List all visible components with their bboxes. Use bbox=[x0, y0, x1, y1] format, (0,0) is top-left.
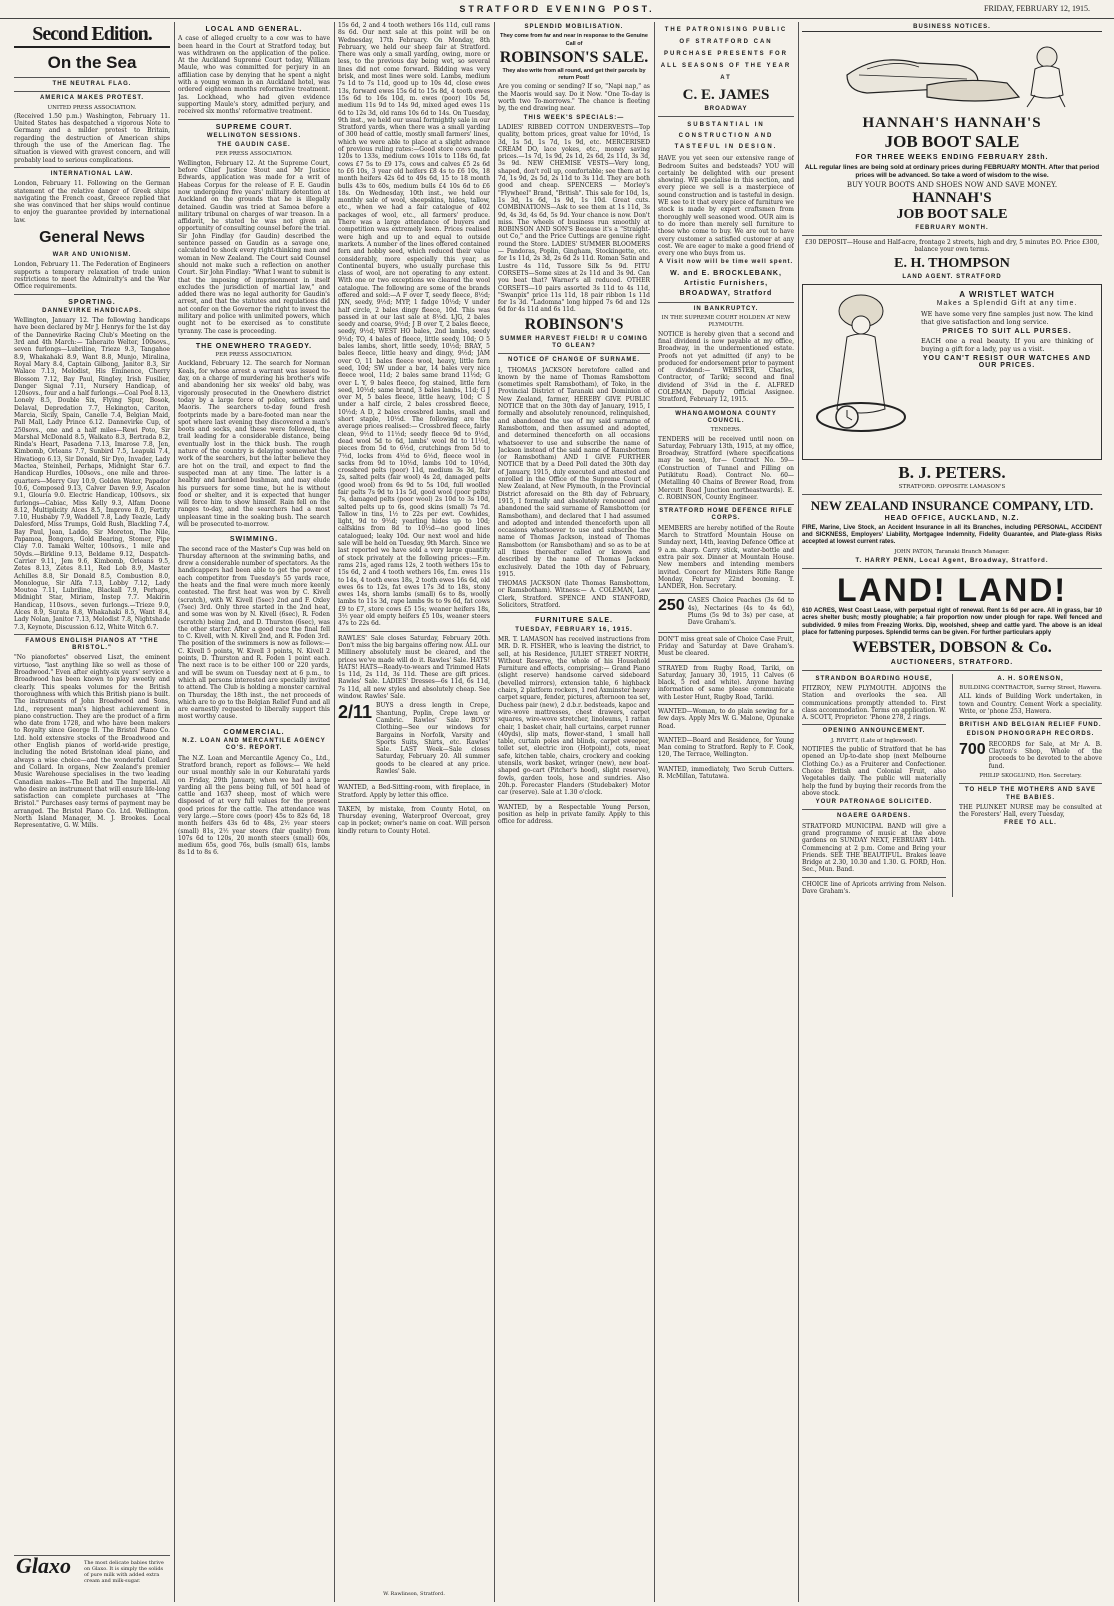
article-text: Auckland, February 12. The search for Norman Keals, for whose arrest a warrant was issued to-day, on a charge of murdering his brother's wife and abandoning her six weeks' old baby, was vigorously prosecuted in the Onewhero district today by a large force of police, settlers and Maoris. The searchers to-day found fresh footprints made by a bare-footed man near the spot where last evening they discovered a man's boots and socks, and these were followed, the trail leading for a considerable distance, being eventually lost in the thick bush. The rough nature of the country is delaying somewhat the work of the searchers, but the latter believe they are hot on the trail, and expect to find the suspected man at any time. The latter is a healthy and hardened bushman, and may elude his pursuers for some time, but he is without food or shelter, and it is expected that hunger will force him to show himself. Rain fell on the ranges to-day, and the searchers had a most unpleasant time in the soaking bush. The search will be prosecuted to-morrow. bbox=[178, 360, 330, 528]
byline: PER PRESS ASSOCIATION. bbox=[215, 352, 293, 359]
notice-heading: NOTICE OF CHANGE OF SURNAME. bbox=[507, 357, 640, 364]
dannevirke-heading: DANNEVIRKE HANDICAPS. bbox=[42, 307, 142, 314]
local-general-heading: LOCAL AND GENERAL. bbox=[205, 26, 303, 33]
america-protest-heading: AMERICA MAKES PROTEST. bbox=[39, 95, 145, 102]
hannah-title-2: HANNAH'S bbox=[912, 189, 992, 206]
february-month: FEBRUARY MONTH. bbox=[915, 224, 989, 231]
free-to-all: FREE TO ALL. bbox=[1004, 820, 1057, 827]
column-divider bbox=[334, 22, 335, 1602]
article-text: London, February 11. The Federation of Engineers supports a temporary relaxation of trade union restrictions to meet the Admiralty's and the War Office requirements. bbox=[14, 261, 170, 291]
printer-footer: W. Rawlinson, Stratford. bbox=[383, 1590, 445, 1597]
supreme-court-heading: SUPREME COURT. bbox=[215, 123, 293, 131]
prices-suit-heading: PRICES TO SUIT ALL PURSES. bbox=[942, 327, 1072, 335]
price-tag: 2/11 bbox=[338, 702, 373, 723]
byline: PER PRESS ASSOCIATION. bbox=[215, 151, 293, 158]
classified-ad: STRAYED from Rugby Road, Tariki, on Saturday, January 30, 1915, 11 Calves (6 black, 5 red and white). Anyone having information of same please communicate with Lester Hunt, Rugby Road, Tariki. bbox=[658, 664, 794, 701]
job-boot-sale-title-2: JOB BOOT SALE bbox=[896, 206, 1008, 222]
harvest-slogan: SUMMER HARVEST FIELD! R U COMING TO GLEAN? bbox=[499, 335, 649, 349]
patronage-slogan: YOUR PATRONAGE SOLICITED. bbox=[815, 799, 933, 806]
bankruptcy-heading: IN BANKRUPTCY. bbox=[693, 305, 759, 312]
right-ads bbox=[959, 674, 1102, 898]
commercial-heading: COMMERCIAL. bbox=[223, 728, 285, 736]
article-text: A case of alleged cruelty to a cow was to have been heard in the Court at Stratford today, but was withdrawn on the application of the police. At the Auckland Supreme Court today, William Maule, who was committed for perjury in an affiliation case by denying that he spent a night with a young woman in an Auckland hotel, was ordered eighteen months reformative treatment. Jas. Lockhead, who had given evidence supporting Maule's story, admitted perjury, and received six months' reformative treatment. bbox=[178, 35, 330, 116]
classified-ad: WANTED, by a Respectable Young Person, position as help in private family. Apply to this office for address. bbox=[498, 803, 650, 826]
column-5 bbox=[658, 22, 794, 1602]
column-2 bbox=[178, 22, 330, 1602]
edison-heading: EDISON PHONOGRAPH RECORDS. bbox=[966, 731, 1095, 738]
notice-text: I, THOMAS JACKSON heretofore called and known by the name of Thomas Ramsbottom (sometimes spelt Ramsbotham), of Toko, in the Provincial District of Taranaki and Dominion of New Zealand, farmer, HEREBY GIVE PUBLIC NOTICE that on the 30th day of January, 1915, I formally and absolutely renounced, relinquished, and abandoned the use of my said surname of Ramsbottom, and then assumed and adopted, and determined thenceforth on all occasions whatsoever to use and subscribe the name of Jackson instead of the said name of Ramsbottom (or Ramsbotham) AND I GIVE FURTHER NOTICE that by a Deed Poll dated the 30th day of January, 1915, duly executed and attested and enrolled in the Office of the Supreme Court of New Zealand, at New Plymouth, in the Provincial District aforesaid on the 8th day of February, 1915, I formally and absolutely renounced and abandoned the said surname of Ramsbottom (or Ramsbotham), and declared that I had assumed and adopted and intended thenceforth upon all occasions whatsoever to use and subscribe the name of Thomas Jackson, instead of Thomas Ramsbottom (or Ramsbotham) and so as to be at all times thereafter called or known and described by the name of Thomas Jackson exclusively. Dated the 10th day of February, 1915. bbox=[498, 366, 650, 578]
ad-text: RECORDS for Sale, at Mr A. B. Clayton's Shop, Whole of the proceeds to be devoted to the above fund. bbox=[988, 740, 1102, 770]
peaches-count: 250 bbox=[658, 597, 685, 615]
rivett-name: J. RIVETT, (Late of Inglewood). bbox=[830, 737, 918, 744]
general-news-headline: General News bbox=[39, 229, 145, 247]
column-3 bbox=[338, 22, 490, 1602]
rawles-dress-ad bbox=[338, 702, 490, 777]
opening-heading: OPENING ANNOUNCEMENT. bbox=[822, 728, 926, 735]
auctioneers-subtitle: AUCTIONEERS, STRATFORD. bbox=[890, 659, 1014, 667]
ad-text: WE have some very fine samples just now. The kind that give satisfaction and long service. bbox=[921, 309, 1093, 326]
robinson-sale-title: ROBINSON'S SALE. bbox=[499, 48, 649, 66]
substantial-heading: SUBSTANTIAL IN CONSTRUCTION AND TASTEFUL IN DESIGN. bbox=[674, 122, 778, 151]
article-text: The N.Z. Loan and Mercantile Agency Co., Ltd., Stratford branch, report as follows:— We held our usual monthly sale in our Kohuratahi yards on Friday, 29th January, when we had a large yarding all the pens being full, of 501 head of cattle and 1637 sheep, most of which were disposed of at very full values for the present good prices for the cattle. The attendance was very large.—Store cows (poor) 45s to 82s 6d, 18 month heifers 43s 6d to 48s, 2½ year steers (small) 81s, 2½ year steers (fair quality) from 107s 6d to 120s, 20 month steers (small) 60s, medium 65s, good 76s, bulls (small) 61s, lambs 8s 1d to 8s 6. bbox=[178, 754, 330, 857]
plunket-text: THE PLUNKET NURSE may be consulted at the Foresters' Hall, every Tuesday, bbox=[958, 803, 1102, 819]
column-divider bbox=[798, 22, 799, 1602]
job-boot-sale-title: JOB BOOT SALE bbox=[884, 132, 1020, 152]
furniture-sale-heading: FURNITURE SALE. bbox=[535, 617, 613, 625]
column-6 bbox=[802, 22, 1102, 1602]
ad-text: EACH one a real beauty. If you are thinking of buying a gift for a lady, pay us a visit. bbox=[921, 336, 1093, 353]
boot-illustration bbox=[807, 35, 1097, 111]
notice-text: NOTICE is hereby given that a second and final dividend is now payable at my office, Broadway, in the undermentioned estate. Proofs not yet admitted (if any) to be produced for endorsement prior to payment of dividend:— WEBSTER, Charles, Contractor, of Tariki; second and final dividend of 3¼d in the £. ALFRED COLEMAN, Deputy Official Assignee. Stratford, February 12, 1915. bbox=[658, 330, 794, 404]
sorenson-subtitle: BUILDING CONTRACTOR, Surrey Street, Hawera. bbox=[959, 684, 1102, 691]
wristlet-subheading: Makes a Splendid Gift at any time. bbox=[936, 300, 1078, 308]
pianos-heading: FAMOUS ENGLISH PIANOS AT "THE BRISTOL." bbox=[25, 637, 159, 652]
article-text: The second race of the Master's Cup was held on Thursday afternoon at the swimming baths, and drew a considerable number of spectators. As the handicappers had been able to get the power of each competitor from Tuesday's 55 yards race, the heats and the final were much more keenly contested. The first heat was won by C. Kivell (scratch), with W. Kivell (5sec) 2nd and F. Oxley (7sec) 3rd. Only three started in the 2nd heat, and some was won by N. Kivell (6sec), R. Foden (scratch) being 2nd, and D. Thurston (6sec), was the other starter. After a good race the final fell to C. Kivell, with N. Kivell 2nd, and R. Foden 3rd. The position of the swimmers is now as follows:—C. Kivell 5 points, W. Kivell 3 points, N. Kivell 2 points, D. Thurston and R. Foden 1 point each. The next race is to be either 100 or 220 yards, and will be swum on Tuesday next at 6 p.m., to which all persons interested are specially invited to attend. The Club is holding a monster carnival on Thursday, the 18th inst., the net proceeds of which are to go to the Belgian Relief Fund and all are earnestly requested to liberally support this most worthy cause. bbox=[178, 545, 330, 721]
article-text: London, February 11. Following on the German statement of the relative danger of Greek ships navigating the French coast, Greece replied that she was convinced that her ships would continue to enjoy the guarantee provided by international law. bbox=[14, 180, 170, 224]
visit-slogan: A Visit now will be time well spent. bbox=[658, 259, 794, 266]
ad-text: HAVE you yet seen our extensive range of Bedroom Suites and bedsteads? YOU will certainly be delighted with our present showing. WE specialise in this section, and every piece we sell is a masterpiece of sound construction and is tasteful in design. WE see to it that every piece of furniture we stock is made by expert craftsmen from thoroughly well seasoned wood. OUR aim is to do more than merely sell furniture to those who come to buy. We are out to have every customer a satisfied customer at any cost. We are eager to make a good friend of every one who buys from us. bbox=[658, 155, 794, 258]
nz-loan-heading: N.Z. LOAN AND MERCANTILE AGENCY CO'S. REPORT. bbox=[182, 738, 326, 752]
column-1 bbox=[14, 22, 170, 1602]
furniture-sale-text: MR. T. LAMASON has received instructions from MR. D. R. FISHER, who is leaving the district, to sell, at his Residence, JULIET STREET NORTH, Without Reserve, the whole of his Household Furniture and effects, comprising:— Grand Piano (slight reserve) handsome carved sideboard (bevelled mirrors), extension table, 6 highback chairs, 2 platform rockers, 1 red Axminster heavy carpet square, fender, pictures, afternoon tea set, Duchess pair (new), 2 d.b.r. bedsteads, kapoc and wire-wove mattresses, chest drawers, carpet squares, wire-wove stretcher, linoleums, 1 rattan chair, 1 basket chair, hall curtains, carpet runner (40yds), slip mats, flower-stand, 1 small hall table, curtain poles and blinds, carpet sweeper, toilet set, electric iron (Hotpoint), cots, meat safe, kitchen table, chairs, crockery and cooking utensils, work basket, wringer (new), new boat-shaped go-cart (Pitcher's hood), slight reserve), fowls, garden tools, hose and sundries. Also 20h.p. Forecaster Flanders (Studebaker) Motor car (reserve). Sale at 1.30 o'clock. bbox=[498, 635, 650, 797]
lady-watch-illustration bbox=[807, 289, 915, 449]
head-office: HEAD OFFICE, AUCKLAND, N.Z. bbox=[884, 515, 1020, 523]
classified-ad: TAKEN, by mistake, from County Hotel, on Thursday evening, Waterproof Overcoat, grey cap in pocket; owner's name on coat. Will person kindly return to County Hotel. bbox=[338, 805, 490, 835]
column-divider bbox=[174, 22, 175, 1602]
column-divider bbox=[494, 22, 495, 1602]
onewhero-heading: THE ONEWHERO TRAGEDY. bbox=[195, 342, 313, 350]
ad-text: BUYS a dress length in Crepe, Shantung, Poplin, Crepe lawn or Cambric. Rawles' Sale. BOYS' Clothing—See our windows for Bargains in Norfolk, Varsity and Sports Suits, Shirts, etc. Rawles' Sale. LAST Week—Sale closes Saturday, February 20. All summer goods to be cleared at any price. Rawles' Sale. bbox=[376, 702, 490, 775]
specials-heading: THIS WEEK'S SPECIALS:— bbox=[523, 114, 625, 121]
left-ads bbox=[802, 674, 946, 898]
ngaere-heading: NGAERE GARDENS. bbox=[836, 813, 911, 820]
swimming-heading: SWIMMING. bbox=[229, 536, 279, 544]
ad-text: ALL regular lines are being sold at ordinary prices during FEBRUARY MONTH. After that period prices will be advanced. So take a word of wisdom to the wise. bbox=[804, 163, 1100, 179]
ad-text: ALL kinds of Building Work undertaken, in town and Country. Cement Work a speciality. Write, or 'phone 253, Hawera. bbox=[958, 693, 1102, 715]
mobilisation-heading: SPLENDID MOBILISATION. bbox=[524, 24, 624, 30]
second-edition-title: Second Edition. bbox=[14, 22, 170, 48]
column-divider bbox=[654, 22, 655, 1602]
classified-ad: WANTED, a Bed-Sitting-room, with fireplace, in Stratford. Apply by letter this office. bbox=[338, 784, 490, 799]
mobilisation-subheading: They come from far and near in response to the Genuine Call of bbox=[500, 33, 648, 47]
international-law-heading: INTERNATIONAL LAW. bbox=[50, 170, 134, 177]
wristlet-watch-ad bbox=[802, 284, 1102, 460]
sporting-heading: SPORTING. bbox=[68, 298, 116, 306]
classified-ad: WANTED, immediately, Two Scrub Cutters. R. McMillan, Tatutawa. bbox=[658, 765, 794, 781]
article-text: 15s 6d, 2 and 4 tooth wethers 16s 11d, cull rams 8s 6d. Our next sale at this point will be on Wednesday, 17th February. On Monday, 8th February, we held our sheep fair at Stratford. There was only a small yarding, owing, more or less, to the previous day being wet, so several lines did not come forward. Bidding was very brisk, and most lines were sold. Lambs, medium 7s 1d to 7s 11d, good up to 10s 4d, close ewes 13s, forward ewes 15s 6d to 15s 8d, 4 tooth ewes 15s 6d to 16s 10d, m. ewes (poor) 10s 5d, medium 11s 9d to 14s 9d, mixed aged ewes 11s 6d to 12s 3d, old rams 10s 6d to 14s. On Tuesday, 9th inst., we held our usual fortnightly sale in our Stratford yards, when there was a small yarding of 300 head of cattle, mostly small farmers' lines, which we were able to place at a slight advance of previous ruling rates:—Good store cows made 120s to 133s, medium cows 101s to 118s 6d, fat cows £7 5s to £9 17s, cows and calves £5 2s 6d to £6 10s, 3 year old heifers £8 4s to £6 10s, 18 month heifers 42s 6d to 49s 6d, 15 to 18 month bulls 43s to 60s, medium bulls £4 10s 6d to £6 18s. On Wednesday, 10th inst., we held our monthly sale of wool, sheepskins, hides, tallow, etc., when we had a fair catalogue of 402 packages of wool, etc., all farmers' produce. There was a large attendance of buyers and competition was extremely keen. Prices realised were high and up to and equal to outside markets. A number of the lines offered contained fern and hobby seed, which reduced their value considerably, more especially this year, as Continental buyers, who usually purchase this class of wool, are not operating to any extent. With one or two exceptions we cleared the wool catalogue. The following are some of the brands offered and sold:—A F over T, seedy fleece, 8½d; JXN, seedy, 9½d; MYP, 1 fadge 10½d; V under half circle, 2 bales dingy fleece, 10d. This was passed in at our last sale at 8½d. LJG, 2 bales seedy and coarse, 9½d; J B over T, 2 bales fleece, seedy, 9½d; WEST HO bales, 2nd lambs, seedy 9½d; TO, 4 bales of fleece, little seedy, 10d; O 5 bales lambs, short, little seedy, 10½d; BRAY, 5 bales fleece, little heavy and dingy, 9½d; JAM over O, 11 bales fleece wool, heavy, little fern seed, 10d; SW under a bar, 14 bales very nice fleece wool, 11d; 2 bales same brand 11½d; G over L Y, 9 bales fleece, fog stained, little fern seed, 10½d; same brand, 3 bales lambs, 11d; G J over M, 5 bales fleece, little heavy, 10d; C S under a half circle, 2 bales crossbred fleece, 10½d; A D, 2 bales crossbred lambs, small and short staple, 10½d. The following are the average prices realised:— Crossbred fleece, fairly clean, 9½d to 11½d; seedy fleece 9d to 9½d, dead wool 5d to 6d, lambs' wool 8d to 11½d, pieces from 5d to 6½d, crutchings from 5d to 7½d, locks from 4½d to 6½d, fleece wool in sacks from 9d to 10½d, lambs 10d to 10½d, crossbred pelts (poor) 11d, medium 3s 3d, fair 2s, salted pelts (fair wool) 4s 2d, damaged pelts (good wool) from 6s 9d to 5s 10d, full woolled fair pelts 7s 9d to 11s 5d, good wool (poor pelts) 7s, damaged pelts (poor wool) 2s 10d to 3s 10d, salted pelts up to 6s, good skins (small) 7s 7d. Tallow in tins, 1½ to 22s per ewt. Cowhides, light, 9d to 9½d; yearling hides up to 10d; calfskins from 8d to 10½d—no good lines catalogued; leaky 10d. Our next wool and hide sale will be held on Tuesday, 9th March. Since we last reported we have sold a very large quantity of stock privately at the following prices:—F.m. rams 21s, aged rams 12s, 2 tooth wethers 15s to 15s 6d, 2 and 4 tooth wethers 16s, f.m. ewes 11s to 14s, 4 tooth ewes 18s, 2 tooth ewes 16s 6d, old ewes 6s to 12s, fat ewes 17s 3d to 18s, stony ewes 14s, shorn lambs (small) 6s to 8s, woolly lambs to 11s 3d, rape lambs 9s to 9s 6d, fat cows £9 to £7, store cows £5 15s; weaner heifers 18s, 3½ year old empty heifers £5 10s, weaner steers 47s to 22s 6d. bbox=[338, 22, 490, 628]
thompson-title: LAND AGENT. STRATFORD bbox=[902, 273, 1002, 280]
article-text: (Received 1.50 p.m.) Washington, February 11. United States has despatched a vigorous Note to Germany and a milder protest to Britain, regarding the destruction of American ships through the use of the American flag. The situation is viewed with gravest concern, and will probably lead to serious complications. bbox=[14, 112, 170, 164]
article-text: "No pianofortes" observed Liszt, the eminent virtuoso, "last anything like so well as those of Broadwood." Even after eighty-six years' service a Broadwood has been known to play sweetly and clearly. This speaks volumes for the British thoroughness with which this British piano is built. The instruments of John Broadwood and Sons, Ltd., represent man's highest achievement in piano construction. They are the product of a firm who date from 1728, and who have been makers to Royalty since George II. The Bristol Piano Co. Ltd. hold extensive stocks of the Broadwood and other English pianos of world-wide prestige, including the noted Bristolnan ideal piano, and always a wise choice—and the wonderful Collard and Collard. In organs, New Zealand's premier Music Warehouse specialises in the two leading Canadian makes—The Bell and The Imperial. All who desire an instrument that will ensure life-long satisfaction can complete purchases at "The Bristol." Purchases easy terms of payment may be arranged. The Bristol Piano Co. Ltd. Wellington. North Island Manager, M. J. Brookes. Local Representative, G. W. Mills. bbox=[14, 654, 170, 830]
penn-signature: T. HARRY PENN, Local Agent, Broadway, Stratford. bbox=[855, 557, 1049, 564]
buy-boots-slogan: BUY YOUR BOOTS AND SHOES NOW AND SAVE MONEY. bbox=[846, 180, 1058, 189]
ad-text: FITZROY, NEW PLYMOUTH. ADJOINS the Station and overlooks the sea. All communications promptly attended to. First class accommodation. Terms on application. W. A. SCOTT, Proprietor. 'Phone 278, 2 rings. bbox=[802, 684, 946, 722]
ad-text: NOTIFIES the public of Stratford that he has opened an Up-to-date shop (next Melbourne Clothing Co.) as a Fruiterer and Confectioner. Choice British and Colonial Fruit, also Vegetables daily. The public will materially help the fund by buying their records from the above stock. bbox=[802, 746, 946, 797]
insurance-text: FIRE, Marine, Live Stock, an Accident Insurance in all its Branches, including PERSONAL, ACCIDENT and SICKNESS, Employers' Liability, Mortgagee Indemnity, Fidelity Guarantee, and Plate-glass Risks accepted at lowest current rates. bbox=[802, 524, 1102, 546]
hannah-title: HANNAH'S HANNAH'S bbox=[862, 115, 1042, 132]
sorenson-heading: A. H. SORENSON, bbox=[997, 675, 1064, 682]
skoglund-signature: PHILIP SKOGLUND, Hon. Secretary. bbox=[979, 772, 1082, 779]
james-ad-text: THE PATRONISING PUBLIC OF STRATFORD CAN PURCHASE PRESENTS FOR ALL SEASONS OF THE YEAR AT bbox=[660, 27, 792, 81]
tenders-heading: TENDERS. bbox=[710, 427, 742, 434]
relief-fund-heading: BRITISH AND BELGIAN RELIEF FUND. bbox=[959, 722, 1102, 729]
article-text: Wellington, February 12. At the Supreme Court, before Chief Justice Stout and Mr Justice Edwards, application was made for a writ of Habeas Corpus for the release of F. E. Gaudin now undergoing five years' military detention at Auckland on the grounds that he is illegally detained. Gaudin was tried at Samoa before a military tribunal on charges of war treason. In a affidavit, he stated he was not given an opportunity of consulting counsel before the trial. Sir John Findlay (for Gaudin) described the sentence passed on Gaudin as a savage one, calculated to shock every right-thinking man and woman in New Zealand. The Court said Counsel should not make such a reflection on another Court. Sir John Findlay: "What I want to submit is that the imposing of imprisonment in itself excludes the jurisdiction of martial law," and added there was no legal authority for Gaudin's arrest, and that the statutes and regulations did not confer on the Governor the right to invest the military and police with unlimited powers, which ought not to be exercised as to constitute tyranny. The case is proceeding. bbox=[178, 159, 330, 335]
rawles-ad: RAWLES' Sale closes Saturday, February 20th. Don't miss the big bargains offering now. ALL our Millinery absolutely must be cleared, and the prices we've made will do it. Rawles' Sale. HATS! HATS! HATS—Ready-to-wears and Trimmed Hats 1s 11d, 2s 11d, 3s 11d. These are gift prices. Rawles' Sale. LADIES' Dresses—6s 11d, 6s 11d, 7s 11d, all new styles and absolutely cheap. See window. Rawles' Sale. bbox=[338, 634, 490, 701]
land-text: 610 ACRES, West Coast Lease, with perpetual right of renewal. Rent 1s 6d per acre. All in grass, bar 10 acres shelter bush; mostly ploughable; a fair proportion now under plough for rape. Well fenced and subdivided. 9 miles from Freezing Works. Dip, woolshed, sheep and cattle yard. The above is an ideal place for fattening purposes. Splendid terms can be given. For further particulars apply bbox=[802, 608, 1102, 637]
masthead-title: STRATFORD EVENING POST. bbox=[459, 4, 655, 14]
bottom-ads bbox=[802, 674, 1102, 898]
furniture-sale-date: TUESDAY, FEBRUARY 16, 1915. bbox=[515, 626, 633, 633]
james-location: BROADWAY bbox=[704, 106, 748, 112]
bankruptcy-court: IN THE SUPREME COURT HOLDEN AT NEW PLYMOUTH. bbox=[661, 315, 791, 329]
masthead bbox=[0, 4, 1114, 19]
wellington-sessions-heading: WELLINGTON SESSIONS. bbox=[206, 132, 302, 139]
neutral-flag-heading: THE NEUTRAL FLAG. bbox=[52, 81, 132, 87]
glaxo-ad bbox=[14, 1555, 170, 1600]
records-count: 700 bbox=[958, 740, 986, 758]
james-name: C. E. JAMES bbox=[682, 87, 770, 103]
wristlet-heading: A WRISTLET WATCH bbox=[959, 290, 1055, 300]
glaxo-logo: Glaxo bbox=[16, 1553, 71, 1578]
column-4 bbox=[498, 22, 650, 1602]
land-headline: LAND! LAND! bbox=[837, 572, 1067, 609]
peters-name: B. J. PETERS. bbox=[898, 463, 1006, 483]
defence-heading: STRATFORD HOME DEFENCE RIFLE CORPS. bbox=[659, 508, 793, 522]
glaxo-text: The most delicate babies thrive on Glaxo. It is simply the solids of pure milk with added extra cream and milk-sugar. bbox=[84, 1560, 164, 1584]
gaudin-case-heading: THE GAUDIN CASE. bbox=[217, 142, 291, 149]
ad-text: STRATFORD MUNICIPAL BAND will give a grand programme of music at the above gardens on SUNDAY NEXT, FEBRUARY 14th. Commencing at 2 p.m. Come and Bring your Friends. SEE THE BEAUTIFUL. Brakes leave Bridge at 2.30, 10.30 and 1.30. G. FORD, Hon. Sec., Mun. Band. bbox=[802, 822, 946, 874]
notice-text: MEMBERS are hereby notified of the Route March to Stratford Mountain House on Sunday next, 14th, leaving Defence Office at 9 a.m. sharp. Carry stick, water-bottle and extra pair sox. Dinner at Mountain House. New members and intending members invited. Concert for Ministers Rifle Range Monday, February 22nd booming. T. LANDER, Hon. Secretary. bbox=[658, 524, 794, 591]
webster-dobson-title: WEBSTER, DOBSON & Co. bbox=[852, 639, 1052, 657]
records-ad bbox=[959, 741, 1102, 772]
robinson-title: ROBINSON'S bbox=[524, 315, 624, 333]
classified-ad: CHOICE line of Apricots arriving from Nelson. Dave Graham's. bbox=[802, 880, 946, 896]
nz-insurance-title: NEW ZEALAND INSURANCE COMPANY, LTD. bbox=[810, 498, 1094, 514]
ad-text: LADIES' RIBBED COTTON UNDERVESTS—Top quality, bottom prices, great value for 10½d, 1s 3d, 1s 5d, 1s 7d, 1s 9d, etc. MERCERISED CREAM DO, lace yokes, etc., money saving prices.—1s 7d, 1s 9d, 2s 1d, 2s 6d, 2s 11d, 3s 3d, 3s 9d. NEW CHEMISE VESTS—Very long, shaped, don't roll up, comfortable; see them at 1s 7d, 1s 9d, 2s 5d, 2s 11d to 3s 11d. They are both good and cheap. SPENCERS — Morley's "Flywheel" Brand, "British". This sale for 10d, 1s, 1s 3d, 1s 6d, 1s 9d, 1s 10d. Great cuts. COMBINATIONS—Ask to see them at 1s 11d, 3s 9d, 4s 3d, 4s 6d, 5s 9d. Your chance is now. Don't miss. The wheels of business run smoothly at ROBINSON AND SON'S Because it's a "Straight-out Co," and the Price Cuttings are genuine right round the Store. LADIES' SUMMER BLOOMERS— Pandoras, Poplin, Gingham, Stockingette, etc. for 1s 11d, 2s 3d, 2s 6d 2s 11d. Roman Satin and Lustre 4s 11d, Tussore Silk 5s 9d. FITU CORSETS—Some sizes at 2s 11d and 3s 9d. Can you beat that? Warner's all reduced. OTHER CORSETS—10 pairs assorted 3s 11d to 4s 11d, "Swanpix" price 11s 11d, 18 pair ribbon 1s 11d for 1s 3d. "Ladomna" long hipped 7s 6d and 12s 6d for 4s 11d and 6s 11d. bbox=[498, 123, 650, 314]
cant-resist-heading: YOU CAN'T RESIST OUR WATCHES AND OUR PRICES. bbox=[922, 354, 1092, 370]
peaches-ad bbox=[658, 597, 794, 628]
masthead-date: FRIDAY, FEBRUARY 12, 1915. bbox=[984, 4, 1090, 13]
paton-signature: JOHN PATON, Taranaki Branch Manager. bbox=[894, 548, 1010, 555]
strandon-heading: STRANDON BOARDING HOUSE, bbox=[815, 675, 933, 682]
notice-signature: THOMAS JACKSON (late Thomas Ramsbottom, or Ramsbotham). Witness:— A. COLEMAN, Law Clerk, Stratford. SPENCE AND STANFORD, Solicitors, Stratford. bbox=[498, 580, 650, 610]
brocklebank-name: W. and E. BROCKLEBANK, Artistic Furnishers, BROADWAY, Stratford bbox=[670, 269, 782, 297]
article-text: Wellington, January 12. The following handicaps have been declared by Mr J. Henrys for the 1st day of the Dannevirke Racing Club's Meeting on the 3rd and 4th March:— Taheraito Welter, 100sovs., seven furlongs—Lubriline, Trieze 9.3, Tangahoe 8.9, Whakahaki 8.9, Want 8.8, Munjo, Miralina, Royal Mary 8.4, Captain Gilbong, Janitor 8.3, Sir Walace 7.13, Melodist, His Eminence, Cherry Blossom 7.12, Bay Paul, Ringley, Irish Fusilier, Danger Signal 7.11, Nursery Handicap, of 120sovs., four and a half furlongs.—Coal Pool 8.13, Lonely 8.5, Double Six, Flying Spur, Bosok, Delaval, Depredation 7.7, Hekington, Cariton, Marcia, Sicily, Spain, Canelle 7.4, Belgian Maid, Pall Mall, Lady Prince 6.12. Dannevirke Cup, of 250sovs., one and a half miles—Rewi Poto, Sir Marshal McDonald 8.5, Waikato 8.3, Bertrada 8.2, Rinda's Heart, Pasadena 7.13, Imarose 7.8, Jen, Kimbomb, Orleans 7.7, Sunbird 7.5, Leapuki 7.4, Hiwatiogo 6.13, Sir Donald, Sir Dyo, Invader, Lady Mactea, Steinheil, Perhaps, Midnight Star 6.7. Handicap Hurdles, 100sovs., one mile and three-quarters—Merry Guy 10.9, Golden Water, Papador 10.6, Composed 9.13, Calver Daven 9.9, Ascalon 9.1, Glouria 9.0. Electric Handicap, 100sovs., six furlongs—Cabiac, Miss Kelly 9.3, Alfam Doone 8.12, Multiplicity Alces 8.5, Improve 8.0, Fertity 7.10, Husbaby 7.9, Waddell 7.8, Lady Teazle, Lady Dalesford, Miss Trumps, Gold Rush, Blackling 7.4, Bay Paul, Jean, Laddo, Sir Moreton, The Nile, Papamoa, Bongors, Gold Bearing, Stomer, Pipe Clay 7.0. Tamaki Welter, 100sovs., 1 mile and 50yds.—Birkline 9.13, Beldame 9.12, Despatch-Carrier 9.11, Jem 9.6, Kimbomb, Orleans 9.5, Zetes 8.13, Zetes 8.11, Red Lob 8.9, Master Achilles 8.8, Sir Donald 8.5, Combustion 8.0, Monologue, Sir Alfa 7.13, Lobby 7.12, Lady Moutoa 7.11, Lubriline, Blackall 7.9, Perhaps, Midnight Star, Miriam, Instep 7.7. Makirin Handicap, 110sovs., seven furlongs.—Trieze 9.0, Alces 8.9, Surata 8.8, Whakahaki 8.5, Want 8.4, Lady Nolan, Janitor 7.13, Melodist 7.8, Nightshade 7.3, Keynote, Discussion 6.12, White Witch 6.7. bbox=[14, 317, 170, 631]
help-mothers-heading: TO HELP THE MOTHERS AND SAVE THE BABIES. bbox=[964, 787, 1097, 801]
ad-text: They also write from all round, and get their parcels by return Post! bbox=[502, 67, 646, 82]
on-the-sea-headline: On the Sea bbox=[47, 53, 137, 72]
ad-text: CASES Choice Peaches (3s 6d to 4s), Nectarines (4s to 4s 6d), Plums (5s 9d to 3s) per case, at Dave Graham's. bbox=[687, 597, 794, 627]
whangamomona-heading: WHANGAMOMONA COUNTY COUNCIL. bbox=[675, 410, 777, 424]
three-weeks-subtitle: FOR THREE WEEKS ENDING FEBRUARY 28th. bbox=[855, 154, 1049, 162]
deposit-ad: £30 DEPOSIT—House and Half-acre, frontage 2 streets, high and dry, 5 minutes P.O. Price £300, balance your own terms. bbox=[804, 239, 1100, 254]
ad-text: Are you coming or sending? If so, "Napi nap," as the Maoris would say. Do it Now. "One To-day is worth two To-morrows." The chance is fleeting by, the end drawing near. bbox=[498, 83, 650, 113]
classified-ad: WANTED—Board and Residence, for Young Man coming to Stratford. Reply to F. Cook, 120, The Terrace, Wellington. bbox=[658, 736, 794, 759]
business-notices-heading: BUSINESS NOTICES. bbox=[802, 24, 1102, 32]
column-divider bbox=[952, 674, 953, 898]
war-unionism-heading: WAR AND UNIONISM. bbox=[52, 252, 132, 259]
byline: UNITED PRESS ASSOCIATION. bbox=[47, 104, 137, 111]
thompson-name: E. H. THOMPSON bbox=[894, 255, 1010, 271]
classified-ad: DON'T miss great sale of Choice Case Fruit, Friday and Saturday at Dave Graham's. Must be cleared. bbox=[658, 635, 794, 658]
classified-ad: WANTED—Woman, to do plain sewing for a few days. Apply Mrs W. G. Malone, Opunake Road. bbox=[658, 708, 794, 730]
notice-text: TENDERS will be received until noon on Saturday, February 13th, 1915, at my office, Broadway, Stratford (where specifications may be seen), for— Contract No. 59—(Construction of Tunnel and Filling on Putikitutu Road). Contract No. 60—(Metalling 40 Chains of Brewer Road, from Mercutt Road Junction northeastwards). E. C. ROBINSON, County Engineer. bbox=[658, 435, 794, 501]
peters-location: STRATFORD. OPPOSITE LAMASON'S bbox=[898, 484, 1006, 491]
